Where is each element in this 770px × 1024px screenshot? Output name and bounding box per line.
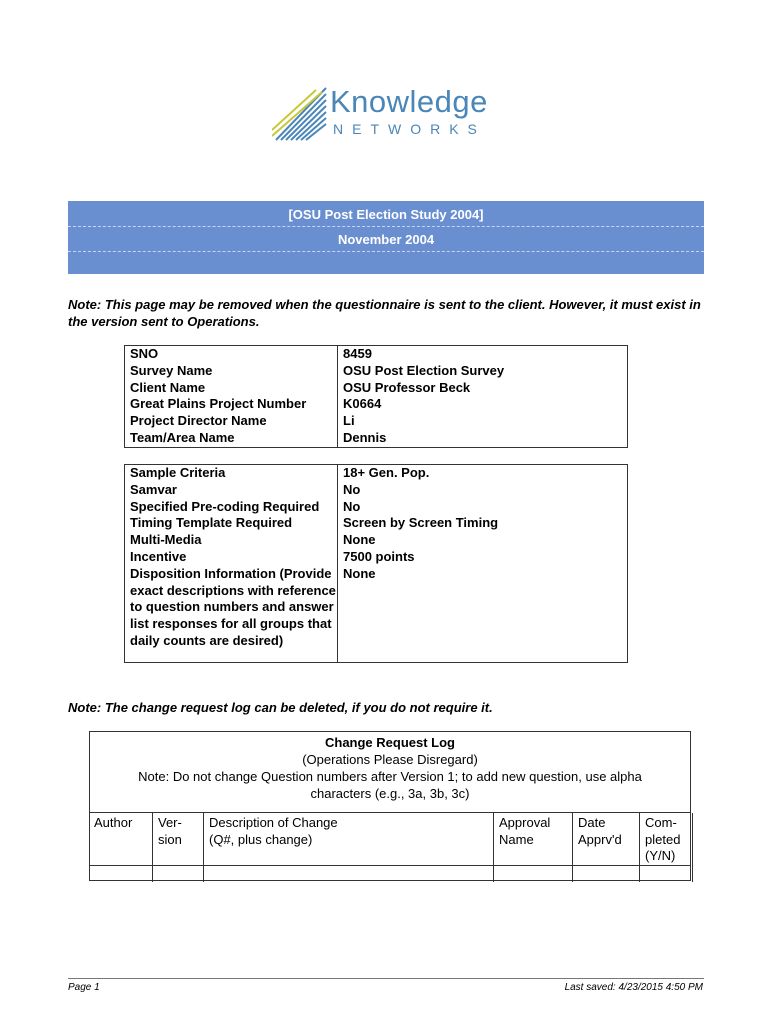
label-timing-template: Timing Template Required [130,515,293,531]
knowledge-networks-logo [272,86,502,142]
column-label: Approval Name [499,815,551,847]
value-cell [338,346,628,448]
empty-row-divider [89,865,691,866]
value-samvar: No [343,481,361,497]
column-author [89,813,153,882]
value-client-name: OSU Professor Beck [343,379,471,395]
column-label: Com- pleted (Y/N) [645,815,681,863]
change-request-log [89,731,691,881]
change-log-instruction: Note: Do not change Question numbers after Version 1; to add new question, use alpha characters (e.g., 3a, 3b, 3c) [138,769,642,801]
label-precoding: Specified Pre-coding Required [130,498,320,514]
label-cell [125,346,338,448]
banner-divider [68,226,704,227]
sample-info-table [124,464,628,663]
label-cell [125,465,338,663]
label-samvar: Samvar [130,481,177,497]
study-date: November 2004 [337,232,435,247]
value-sample-criteria: 18+ Gen. Pop. [343,465,430,480]
change-log-note: Note: The change request log can be deleted, if you do not require it. [68,700,493,715]
column-date [573,813,640,882]
value-timing-template: Screen by Screen Timing [343,515,499,531]
logo-text-networks: NETWORKS [333,121,486,137]
project-info-table [124,345,628,448]
label-disposition: Disposition Information (Provide exact descriptions with reference to question numbers and answer list responses for all groups that daily counts are desired) [130,565,336,648]
title-banner [68,201,704,274]
column-version [153,813,204,882]
value-precoding: No [343,498,361,514]
label-project-number: Great Plains Project Number [130,396,307,412]
label-director-name: Project Director Name [130,413,267,429]
value-project-number: K0664 [343,396,382,412]
logo-text-knowledge: Knowledge [330,84,488,119]
column-label: Description of Change (Q#, plus change) [209,815,338,847]
label-client-name: Client Name [130,379,206,395]
column-label: Ver- sion [158,815,182,847]
value-disposition: None [343,565,376,581]
label-sno: SNO [130,346,159,361]
change-log-subtitle: (Operations Please Disregard) [302,752,478,767]
footer-divider [68,978,704,979]
page-number: Page 1 [68,982,100,993]
column-description [204,813,494,882]
value-incentive: 7500 points [343,548,415,564]
last-saved: Last saved: 4/23/2015 4:50 PM [564,982,703,993]
value-director-name: Li [343,413,355,429]
label-incentive: Incentive [130,548,187,564]
value-sno: 8459 [343,346,372,361]
table-row [125,465,628,663]
change-log-header [90,734,690,802]
value-team-name: Dennis [343,429,387,445]
label-sample-criteria: Sample Criteria [130,465,226,480]
column-label: Date Apprv'd [578,815,622,847]
value-survey-name: OSU Post Election Survey [343,362,505,378]
label-multimedia: Multi-Media [130,532,202,548]
column-approval [494,813,573,882]
label-team-name: Team/Area Name [130,429,235,445]
change-log-columns [89,812,691,882]
banner-divider [68,251,704,252]
logo-rays-icon [272,86,330,142]
value-multimedia: None [343,532,376,548]
column-completed [640,813,693,882]
removal-note: Note: This page may be removed when the questionnaire is sent to the client. However, it must exist in the version sent to Operations. [68,297,701,329]
change-log-title: Change Request Log [324,735,455,750]
table-row [125,346,628,448]
label-survey-name: Survey Name [130,362,213,378]
study-title: [OSU Post Election Study 2004] [288,207,484,222]
column-label: Author [94,815,133,830]
value-cell [338,465,628,663]
